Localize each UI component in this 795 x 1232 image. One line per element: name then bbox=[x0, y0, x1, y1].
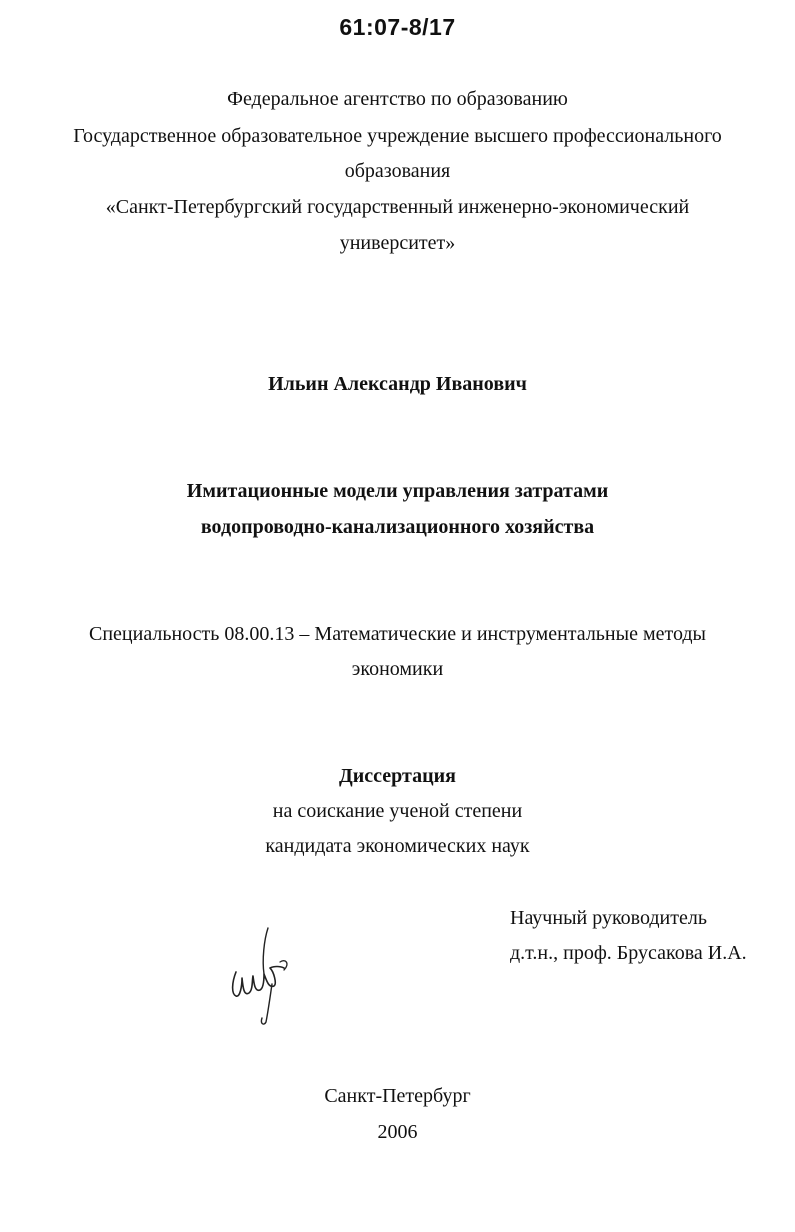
institution-line-2: Государственное образовательное учреждение высшего профессионального bbox=[73, 125, 722, 147]
specialty-line-1: Специальность 08.00.13 – Математические и инструментальные методы bbox=[89, 623, 706, 645]
supervisor-name: д.т.н., проф. Брусакова И.А. bbox=[510, 942, 747, 964]
author-name: Ильин Александр Иванович bbox=[268, 373, 527, 395]
dissertation-title-line-1: Имитационные модели управления затратами bbox=[186, 480, 609, 502]
degree-heading: Диссертация bbox=[339, 765, 456, 787]
handwritten-signature bbox=[222, 920, 302, 1030]
city: Санкт-Петербург bbox=[324, 1085, 471, 1107]
year: 2006 bbox=[377, 1121, 418, 1143]
catalog-number: 61:07-8/17 bbox=[339, 14, 456, 40]
institution-line-3: образования bbox=[344, 160, 451, 182]
degree-line-1: на соискание ученой степени bbox=[272, 800, 523, 822]
supervisor-label: Научный руководитель bbox=[510, 907, 707, 929]
dissertation-title-line-2: водопроводно-канализационного хозяйства bbox=[200, 516, 595, 538]
specialty-line-2: экономики bbox=[351, 658, 444, 680]
degree-line-2: кандидата экономических наук bbox=[265, 835, 530, 857]
institution-line-4: «Санкт-Петербургский государственный инженерно-экономический bbox=[105, 196, 690, 218]
institution-line-5: университет» bbox=[339, 232, 456, 254]
institution-line-1: Федеральное агентство по образованию bbox=[227, 88, 568, 110]
